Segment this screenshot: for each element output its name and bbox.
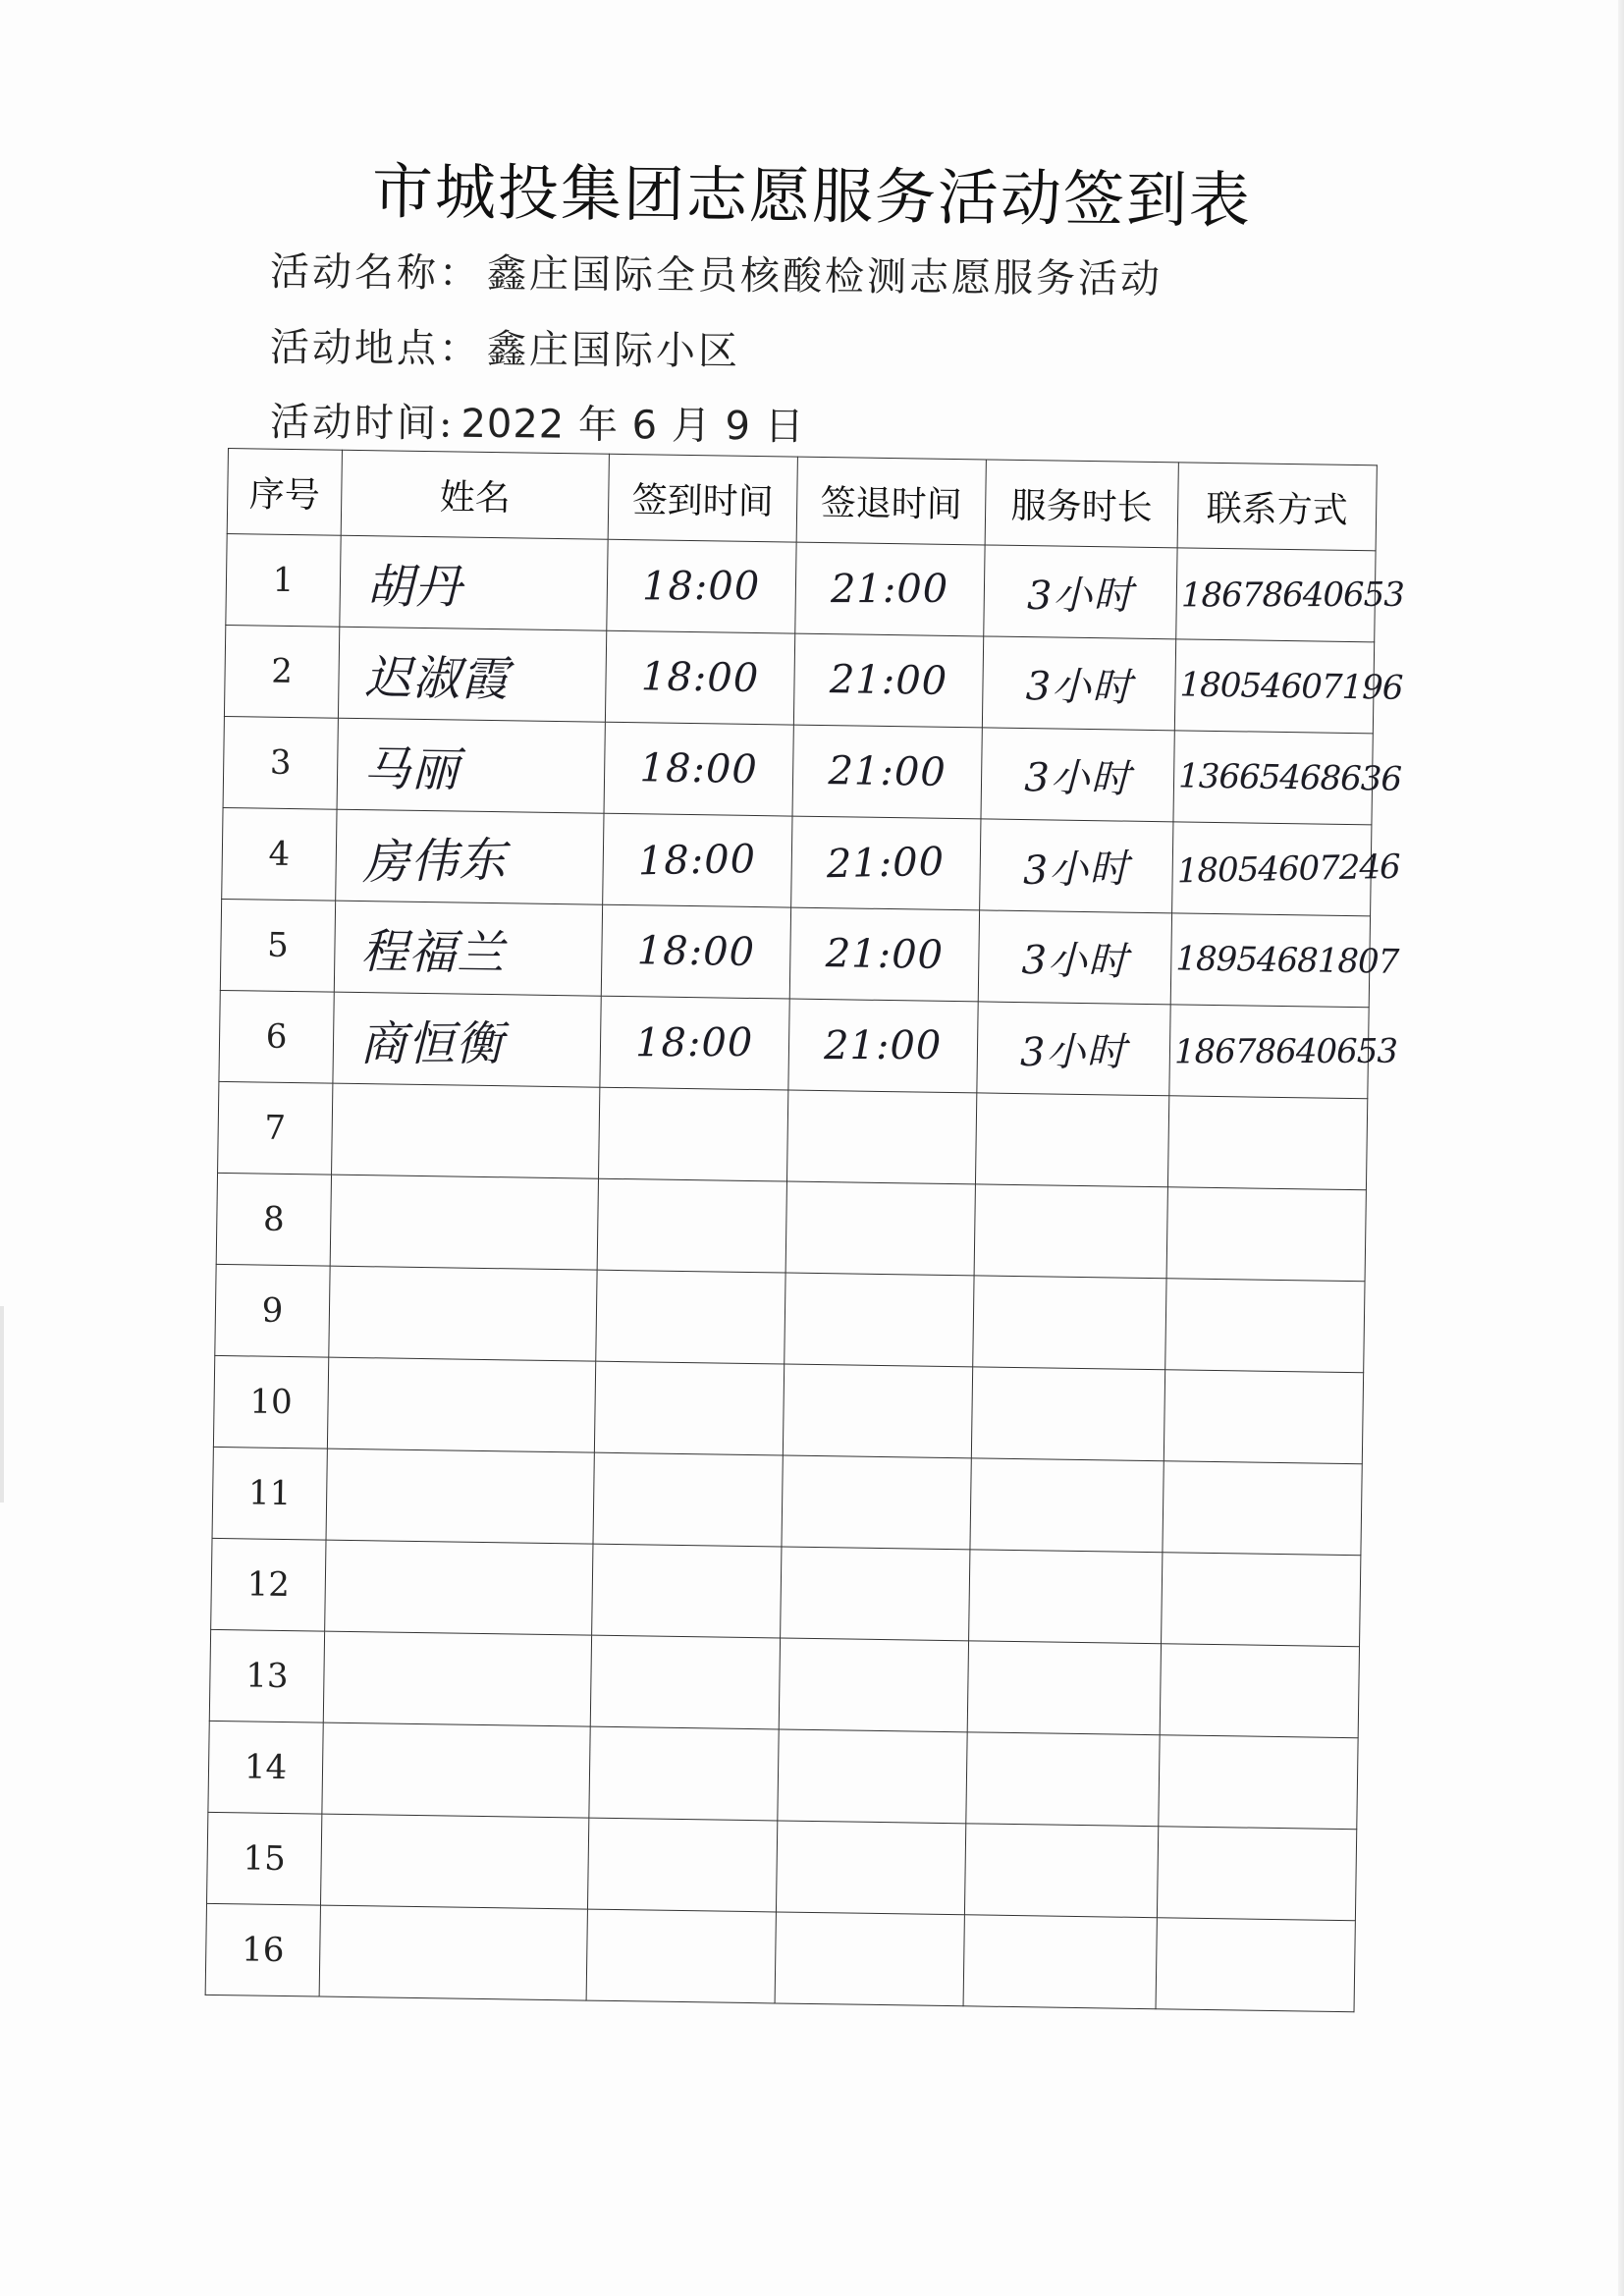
- row-contact-phone-text: 13665468636: [1177, 756, 1402, 799]
- row-index-text: 8: [262, 1199, 285, 1239]
- activity-name-label: 活动名称：: [269, 249, 482, 297]
- row-service-duration: [970, 1458, 1164, 1553]
- table-row: [207, 1812, 1357, 1920]
- row-sign-out-time: [792, 725, 982, 819]
- row-index-text: 12: [246, 1564, 291, 1606]
- row-sign-out-time: [782, 1455, 971, 1550]
- header-index: 序号: [227, 449, 342, 536]
- table-body: [205, 533, 1404, 2011]
- location-value: 鑫庄国际小区: [486, 326, 741, 375]
- row-sign-in-time: [592, 1544, 782, 1638]
- header-duration: 服务时长: [985, 460, 1178, 548]
- row-contact-phone: [1167, 1096, 1367, 1190]
- row-index: [219, 990, 334, 1083]
- row-sign-in-time: [599, 1087, 788, 1181]
- row-name: [325, 1540, 593, 1635]
- row-name-text: 马丽: [362, 740, 460, 798]
- row-contact-phone-text: 18954681807: [1175, 939, 1399, 982]
- row-sign-in-time: [593, 1452, 783, 1547]
- row-service-duration: [981, 728, 1174, 822]
- row-index: [222, 807, 337, 901]
- row-service-duration: [980, 819, 1173, 913]
- row-sign-out-time: [775, 1912, 964, 2006]
- row-sign-in-time: [601, 904, 790, 999]
- row-index-text: 10: [249, 1382, 294, 1423]
- row-index-text: 9: [261, 1290, 284, 1331]
- row-name: [338, 627, 606, 722]
- row-name-text: 胡丹: [365, 559, 463, 615]
- row-sign-in-time-text: 18:00: [637, 836, 757, 885]
- row-sign-out-time: [776, 1821, 965, 1915]
- row-sign-in-time: [596, 1270, 785, 1364]
- table-row: [213, 1355, 1363, 1463]
- row-sign-in-time: [604, 722, 793, 816]
- row-index: [218, 1081, 333, 1175]
- table-row: [211, 1538, 1361, 1646]
- table-row: [224, 625, 1374, 733]
- row-service-duration: [973, 1276, 1166, 1370]
- row-contact-phone: [1157, 1827, 1356, 1921]
- row-index-text: 3: [269, 742, 292, 783]
- table-row: [223, 716, 1373, 824]
- row-name: [333, 992, 601, 1087]
- row-name: [327, 1357, 595, 1452]
- row-index-text: 7: [264, 1108, 287, 1148]
- row-sign-out-time: [791, 816, 981, 910]
- row-contact-phone-text: 18054607196: [1179, 665, 1403, 708]
- row-contact-phone-text: 18678640653: [1180, 574, 1404, 616]
- table-row: [219, 990, 1369, 1098]
- row-sign-in-time-text: 18:00: [639, 745, 759, 793]
- row-service-duration-text: 3小时: [1020, 1029, 1127, 1075]
- row-sign-out-time: [786, 1090, 976, 1184]
- location-line: [270, 316, 740, 376]
- row-contact-phone: [1165, 1279, 1365, 1373]
- table-row: [226, 533, 1376, 641]
- row-contact-phone: [1173, 731, 1402, 825]
- row-name-text: 房伟东: [361, 832, 508, 891]
- row-name: [337, 718, 605, 813]
- row-index-text: 4: [268, 834, 291, 874]
- row-sign-out-time: [789, 907, 979, 1002]
- row-contact-phone: [1174, 639, 1403, 734]
- row-contact-phone: [1172, 822, 1401, 916]
- header-sign-in: 签到时间: [608, 454, 797, 542]
- row-sign-out-time: [793, 633, 983, 728]
- row-sign-in-time: [607, 539, 796, 633]
- row-name: [326, 1449, 594, 1544]
- row-service-duration-text: 3小时: [1022, 846, 1131, 894]
- row-index: [212, 1447, 327, 1540]
- row-sign-out-time-text: 21:00: [825, 931, 945, 978]
- row-index: [223, 716, 338, 809]
- row-name: [340, 535, 608, 630]
- row-index: [209, 1629, 324, 1722]
- row-index-text: 15: [243, 1838, 287, 1880]
- time-label: 活动时间:: [269, 400, 456, 447]
- row-name: [330, 1175, 598, 1270]
- row-service-duration-text: 3小时: [1027, 573, 1134, 619]
- row-sign-out-time: [779, 1638, 968, 1732]
- row-sign-out-time-text: 21:00: [831, 566, 949, 613]
- table-row: [218, 1081, 1368, 1189]
- row-sign-in-time: [594, 1361, 784, 1455]
- location-label: 活动地点：: [269, 325, 482, 372]
- row-contact-phone: [1166, 1187, 1366, 1282]
- row-sign-out-time: [785, 1181, 975, 1276]
- row-name-text: 程福兰: [359, 923, 506, 981]
- row-index-text: 14: [244, 1747, 288, 1788]
- row-service-duration: [977, 1002, 1170, 1096]
- table-row: [222, 807, 1372, 915]
- time-line: [270, 391, 805, 452]
- row-sign-in-time-text: 18:00: [642, 564, 761, 610]
- page-title: 市城投集团志愿服务活动签到表: [371, 155, 1253, 237]
- row-service-duration: [975, 1093, 1168, 1187]
- row-index: [211, 1538, 326, 1631]
- row-contact-phone: [1160, 1644, 1359, 1738]
- row-contact-phone: [1176, 548, 1404, 642]
- row-service-duration-text: 3小时: [1021, 937, 1129, 985]
- row-contact-phone-text: 18678640653: [1173, 1031, 1397, 1072]
- row-sign-in-time-text: 18:00: [635, 1019, 754, 1066]
- row-service-duration: [984, 545, 1177, 639]
- row-sign-in-time: [603, 813, 792, 907]
- row-sign-out-time: [795, 542, 985, 636]
- row-service-duration-text: 3小时: [1025, 663, 1133, 711]
- row-name: [334, 901, 602, 996]
- row-contact-phone: [1163, 1461, 1362, 1556]
- row-sign-in-time: [590, 1635, 780, 1729]
- row-service-duration: [978, 910, 1171, 1005]
- row-sign-in-time: [589, 1726, 779, 1821]
- row-index-text: 1: [272, 560, 295, 601]
- sign-in-table-wrapper: [205, 448, 1404, 2012]
- row-contact-phone: [1164, 1370, 1363, 1464]
- row-name: [329, 1266, 597, 1361]
- row-index-text: 6: [265, 1016, 288, 1057]
- row-sign-out-time: [785, 1273, 974, 1367]
- row-index: [208, 1721, 323, 1814]
- time-value: 2022 年 6 月 9 日: [460, 401, 805, 450]
- row-sign-out-time: [781, 1547, 970, 1641]
- row-index-text: 11: [247, 1473, 292, 1514]
- row-name-text: 商恒衡: [359, 1015, 505, 1071]
- row-sign-in-time-text: 18:00: [636, 928, 756, 976]
- table-row: [205, 1903, 1355, 2011]
- row-name: [323, 1631, 591, 1726]
- row-sign-in-time: [605, 630, 794, 725]
- row-contact-phone: [1170, 913, 1399, 1008]
- row-sign-out-time: [778, 1729, 967, 1824]
- row-service-duration: [964, 1824, 1158, 1918]
- row-index: [226, 533, 341, 627]
- row-name: [320, 1814, 588, 1909]
- row-service-duration: [982, 636, 1175, 731]
- row-index: [216, 1173, 331, 1266]
- table-row: [212, 1447, 1362, 1555]
- row-name-text: 迟淑霞: [364, 649, 510, 707]
- scan-mark: [0, 1306, 4, 1503]
- row-index: [205, 1903, 320, 1996]
- row-sign-out-time: [783, 1364, 972, 1458]
- header-name: 姓名: [341, 450, 609, 539]
- row-contact-phone: [1156, 1918, 1355, 2012]
- activity-name-value: 鑫庄国际全员核酸检测志愿服务活动: [486, 250, 1164, 302]
- row-index-text: 5: [266, 925, 290, 965]
- scan-edge: [1618, 0, 1624, 2296]
- row-sign-in-time: [600, 996, 789, 1090]
- row-index-text: 16: [241, 1930, 285, 1971]
- row-index: [215, 1264, 330, 1357]
- row-index: [220, 899, 335, 992]
- row-index: [213, 1355, 328, 1449]
- table-row: [220, 899, 1370, 1007]
- row-sign-in-time: [597, 1178, 786, 1273]
- row-service-duration: [967, 1641, 1161, 1735]
- row-index: [207, 1812, 322, 1905]
- table-row: [208, 1721, 1358, 1829]
- sign-in-table: [205, 448, 1404, 2012]
- row-service-duration: [966, 1732, 1160, 1827]
- header-contact: 联系方式: [1177, 463, 1377, 551]
- row-service-duration: [974, 1184, 1167, 1279]
- row-service-duration: [971, 1367, 1164, 1461]
- row-sign-out-time-text: 21:00: [826, 839, 946, 888]
- row-sign-out-time: [788, 999, 978, 1093]
- row-index-text: 13: [245, 1656, 289, 1697]
- row-name: [332, 1083, 600, 1178]
- row-contact-phone: [1159, 1735, 1358, 1830]
- row-service-duration: [969, 1550, 1163, 1644]
- header-sign-out: 签退时间: [796, 457, 986, 545]
- row-contact-phone: [1162, 1553, 1361, 1647]
- activity-name-line: [270, 241, 1163, 304]
- row-contact-phone-text: 18054607246: [1176, 847, 1401, 892]
- row-name: [319, 1905, 587, 2000]
- row-sign-in-time-text: 18:00: [640, 654, 760, 702]
- row-index-text: 2: [271, 651, 294, 692]
- row-service-duration-text: 3小时: [1024, 754, 1132, 802]
- table-row: [209, 1629, 1359, 1737]
- row-name: [322, 1722, 590, 1818]
- row-index: [224, 625, 339, 718]
- row-sign-in-time: [587, 1818, 777, 1912]
- row-contact-phone: [1169, 1005, 1397, 1099]
- row-name: [336, 809, 604, 904]
- row-sign-in-time: [586, 1909, 776, 2003]
- row-sign-out-time-text: 21:00: [829, 657, 948, 704]
- row-service-duration: [963, 1915, 1157, 2009]
- table-row: [215, 1264, 1365, 1372]
- row-sign-out-time-text: 21:00: [828, 748, 947, 795]
- row-sign-out-time-text: 21:00: [824, 1022, 943, 1069]
- table-row: [216, 1173, 1366, 1281]
